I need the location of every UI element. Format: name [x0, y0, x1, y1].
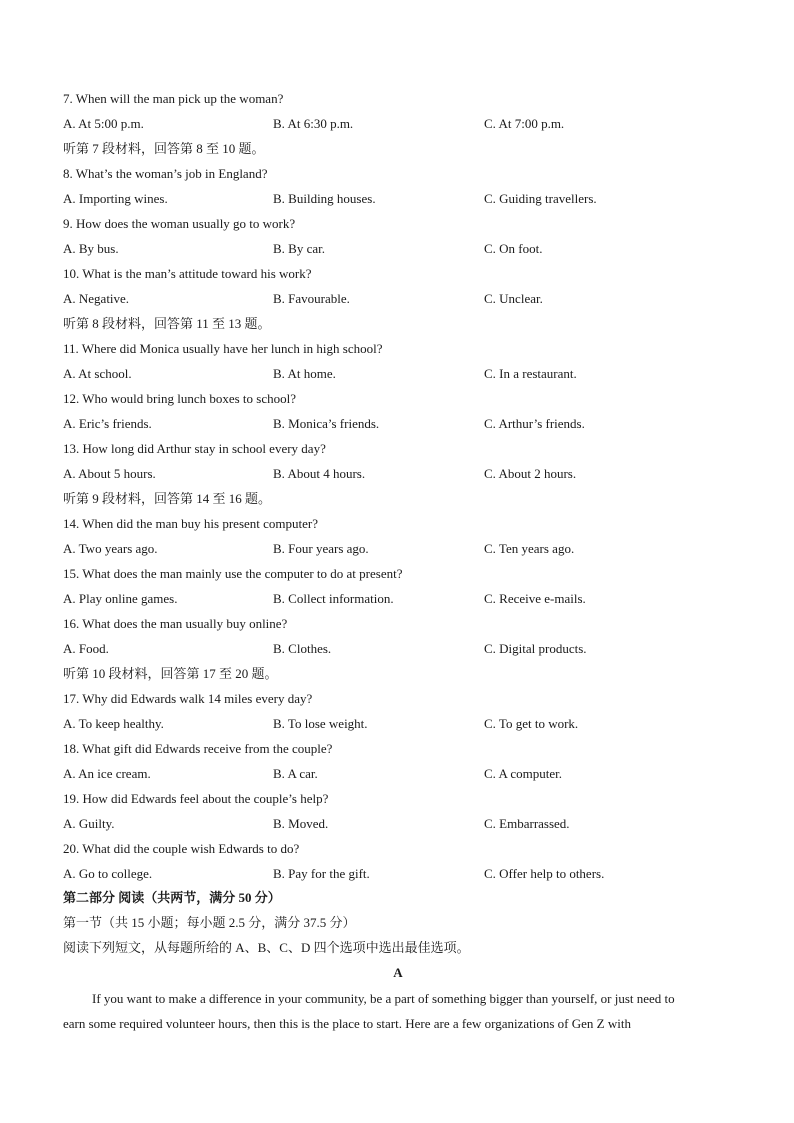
material-intro: 听第 9 段材料，回答第 14 至 16 题。 — [63, 491, 272, 506]
question-text: 11. Where did Monica usually have her lunch in high school? — [63, 341, 383, 356]
answer-option-b: B. Pay for the gift. — [273, 866, 370, 881]
answer-option-c: C. Offer help to others. — [484, 866, 605, 881]
answer-option-c: C. Arthur’s friends. — [484, 416, 585, 431]
answer-option-b: B. Clothes. — [273, 641, 332, 656]
passage-line: earn some required volunteer hours, then this is the place to start. Here are a few organizations of Gen Z with — [63, 1016, 631, 1031]
question-text: 18. What gift did Edwards receive from the couple? — [63, 741, 333, 756]
answer-option-c: C. Receive e-mails. — [484, 591, 586, 606]
answer-option-a: A. Guilty. — [63, 816, 115, 831]
answer-option-c: C. At 7:00 p.m. — [484, 116, 565, 131]
answer-option-a: A. Play online games. — [63, 591, 178, 606]
answer-option-c: C. To get to work. — [484, 716, 579, 731]
answer-option-b: B. A car. — [273, 766, 318, 781]
question-text: 15. What does the man mainly use the computer to do at present? — [63, 566, 403, 581]
material-intro: 听第 8 段材料，回答第 11 至 13 题。 — [63, 316, 271, 331]
answer-option-a: A. By bus. — [63, 241, 119, 256]
material-intro: 听第 10 段材料，回答第 17 至 20 题。 — [63, 666, 278, 681]
answer-option-b: B. By car. — [273, 241, 325, 256]
answer-option-a: A. Two years ago. — [63, 541, 158, 556]
material-intro: 听第 7 段材料，回答第 8 至 10 题。 — [63, 141, 265, 156]
question-text: 13. How long did Arthur stay in school every day? — [63, 441, 326, 456]
answer-option-b: B. Building houses. — [273, 191, 376, 206]
answer-option-a: A. An ice cream. — [63, 766, 151, 781]
question-text: 9. How does the woman usually go to work? — [63, 216, 296, 231]
answer-option-b: B. Moved. — [273, 816, 329, 831]
passage-line: If you want to make a difference in your community, be a part of something bigger than yourself, or just need to — [92, 991, 675, 1006]
question-text: 7. When will the man pick up the woman? — [63, 91, 284, 106]
answer-option-b: B. Collect information. — [273, 591, 394, 606]
passage-paragraph — [63, 986, 733, 1036]
reading-instruction: 阅读下列短文，从每题所给的 A、B、C、D 四个选项中选出最佳选项。 — [63, 940, 470, 955]
answer-option-a: A. Go to college. — [63, 866, 153, 881]
answer-option-a: A. Food. — [63, 641, 109, 656]
question-text: 20. What did the couple wish Edwards to do? — [63, 841, 300, 856]
section-heading: 第二部分 阅读（共两节，满分 50 分） — [63, 890, 281, 905]
answer-option-c: C. On foot. — [484, 241, 543, 256]
answer-option-c: C. Ten years ago. — [484, 541, 575, 556]
answer-option-b: B. At 6:30 p.m. — [273, 116, 354, 131]
answer-option-c: C. In a restaurant. — [484, 366, 577, 381]
answer-option-b: B. At home. — [273, 366, 336, 381]
answer-option-c: C. Unclear. — [484, 291, 543, 306]
answer-option-c: C. Digital products. — [484, 641, 587, 656]
answer-option-a: A. At school. — [63, 366, 132, 381]
answer-option-a: A. About 5 hours. — [63, 466, 156, 481]
answer-option-b: B. Favourable. — [273, 291, 350, 306]
question-text: 17. Why did Edwards walk 14 miles every day? — [63, 691, 313, 706]
answer-option-c: C. Guiding travellers. — [484, 191, 597, 206]
answer-option-a: A. Eric’s friends. — [63, 416, 152, 431]
answer-option-c: C. A computer. — [484, 766, 562, 781]
answer-option-a: A. Negative. — [63, 291, 130, 306]
question-text: 19. How did Edwards feel about the couple’s help? — [63, 791, 329, 806]
answer-option-b: B. Monica’s friends. — [273, 416, 380, 431]
answer-option-c: C. Embarrassed. — [484, 816, 570, 831]
question-text: 8. What’s the woman’s job in England? — [63, 166, 268, 181]
question-text: 16. What does the man usually buy online? — [63, 616, 288, 631]
question-text: 14. When did the man buy his present computer? — [63, 516, 319, 531]
answer-option-c: C. About 2 hours. — [484, 466, 577, 481]
answer-option-b: B. Four years ago. — [273, 541, 369, 556]
answer-option-a: A. To keep healthy. — [63, 716, 164, 731]
section-subheading: 第一节（共 15 小题；每小题 2.5 分，满分 37.5 分） — [63, 915, 356, 930]
question-text: 12. Who would bring lunch boxes to school? — [63, 391, 297, 406]
answer-option-a: A. Importing wines. — [63, 191, 168, 206]
answer-option-a: A. At 5:00 p.m. — [63, 116, 144, 131]
question-text: 10. What is the man’s attitude toward his work? — [63, 266, 312, 281]
passage-letter: A — [393, 965, 403, 980]
answer-option-b: B. To lose weight. — [273, 716, 368, 731]
answer-option-b: B. About 4 hours. — [273, 466, 366, 481]
